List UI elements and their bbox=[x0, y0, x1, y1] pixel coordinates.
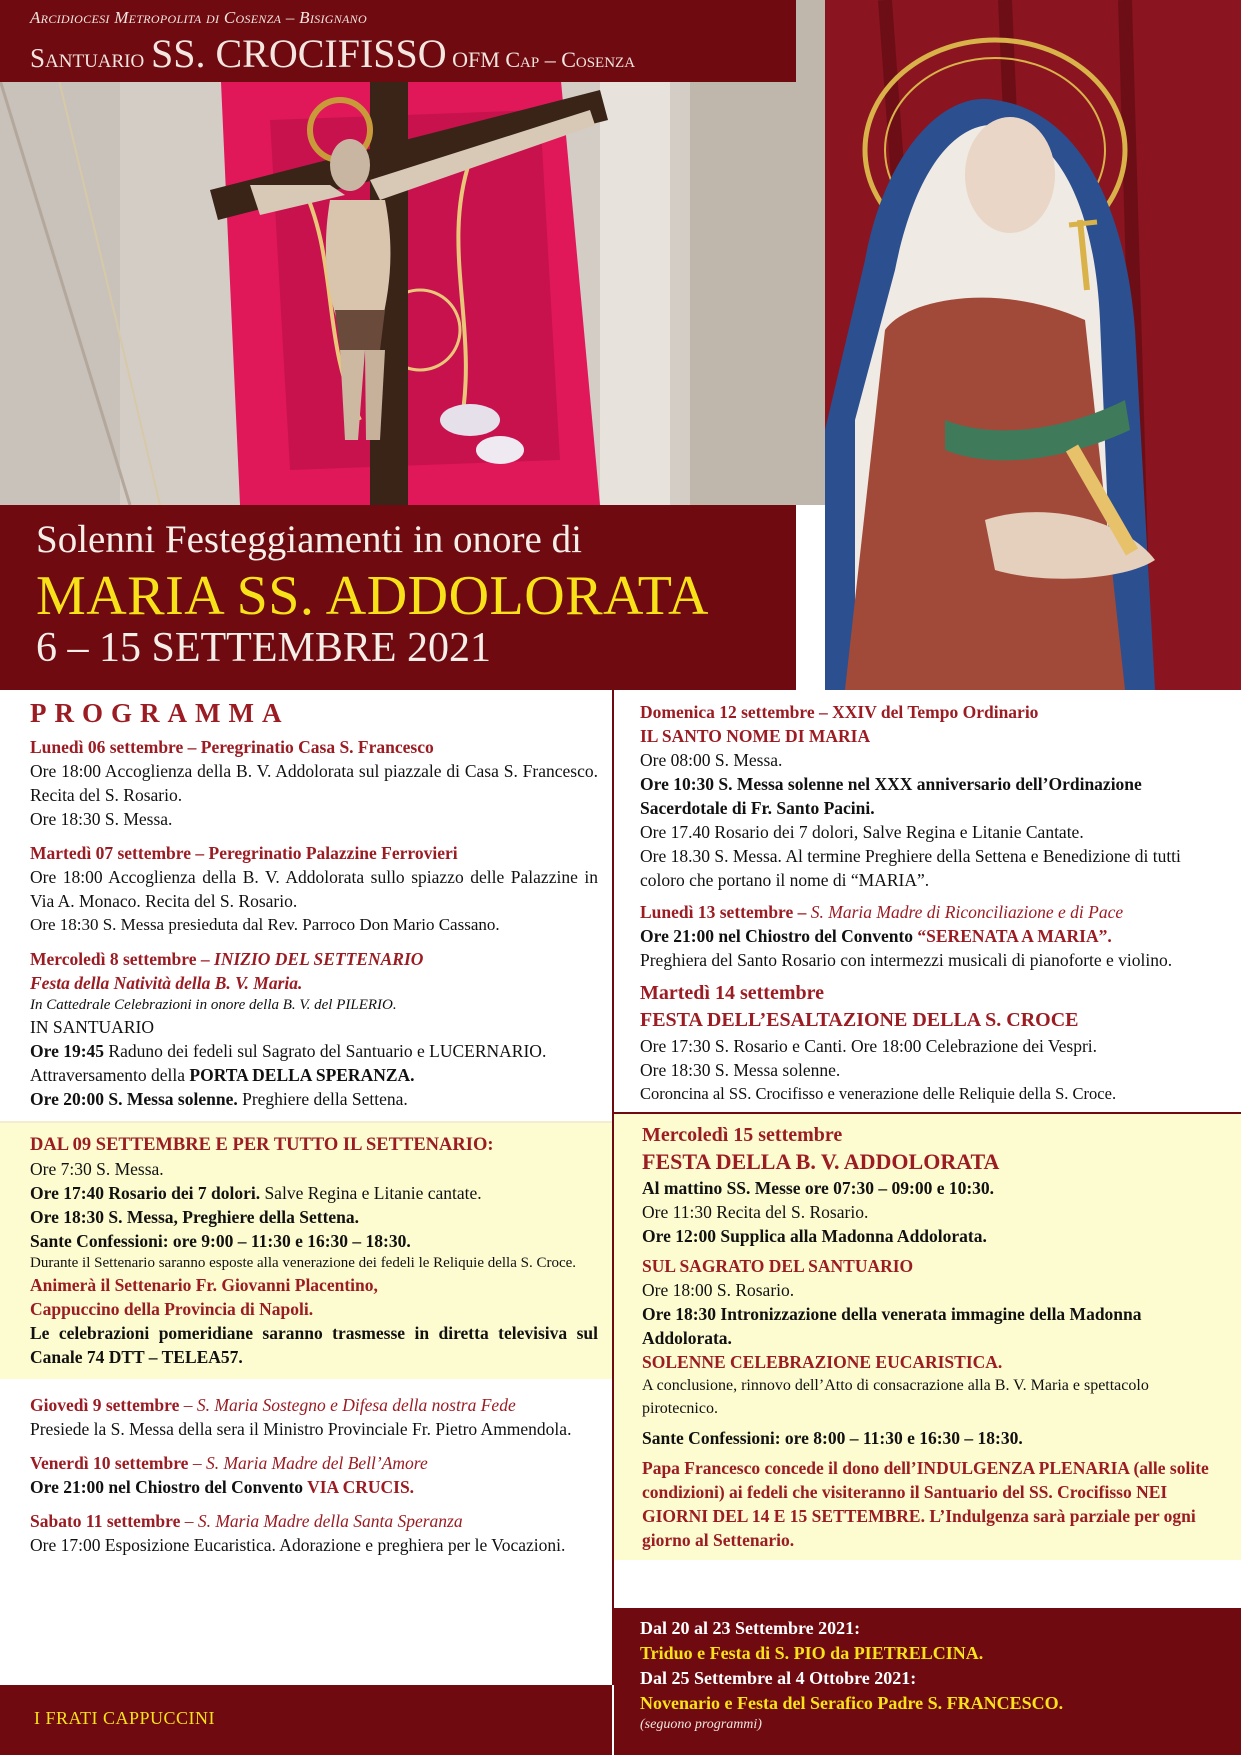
tue7-l1: Ore 18:00 Accoglienza della B. V. Addolorata sullo spiazzo delle Palazzine in Via A. Monaco. Recita del S. Rosario. bbox=[30, 867, 598, 911]
day-mon6 bbox=[0, 735, 612, 831]
tue7-l2: Ore 18:30 S. Messa presieduta dal Rev. Parroco Don Mario Cassano. bbox=[30, 915, 500, 934]
settenario-anim-2: Cappuccino della Provincia di Napoli. bbox=[30, 1299, 314, 1319]
wed15-sagrato: SUL SAGRATO DEL SANTUARIO bbox=[642, 1256, 914, 1276]
mon6-l1: Ore 18:00 Accoglienza della B. V. Addolorata sul piazzale di Casa S. Francesco. Recita del S. Rosario. bbox=[30, 761, 598, 805]
wed8-head-b: INIZIO DEL SETTENARIO bbox=[214, 949, 424, 969]
sun12-l1: Ore 08:00 S. Messa. bbox=[640, 750, 783, 770]
right-top-section bbox=[614, 690, 1241, 1112]
wed15-confessioni: Sante Confessioni: ore 8:00 – 11:30 e 16:30 – 18:30. bbox=[642, 1428, 1023, 1448]
wed8-l1-b: Ore 19:45 bbox=[30, 1041, 105, 1061]
title-dates: 6 – 15 SETTEMBRE 2021 bbox=[36, 625, 492, 671]
wed8-l2: Attraversamento della bbox=[30, 1065, 190, 1085]
thu9-l1: Presiede la S. Messa della sera il Ministro Provinciale Fr. Pietro Ammendola. bbox=[30, 1419, 572, 1439]
settenario-anim-1: Animerà il Settenario Fr. Giovanni Placentino, bbox=[30, 1275, 378, 1295]
tue14-l3: Coroncina al SS. Crocifisso e venerazione delle Reliquie della S. Croce. bbox=[640, 1084, 1117, 1103]
wed8-head-a: Mercoledì 8 settembre – bbox=[30, 949, 215, 969]
wed15-solenne: SOLENNE CELEBRAZIONE EUCARISTICA. bbox=[642, 1352, 1003, 1372]
wed15-l3: Ore 12:00 Supplica alla Madonna Addolorata. bbox=[642, 1226, 987, 1246]
tue14-l1: Ore 17:30 S. Rosario e Canti. Ore 18:00 Celebrazione dei Vespri. bbox=[640, 1036, 1098, 1056]
wed15-l6: A conclusione, rinnovo dell’Atto di consacrazione alla B. V. Maria e spettacolo pirotecnico. bbox=[642, 1377, 1149, 1417]
mon13-l2: Preghiera del Santo Rosario con intermezzi musicali di pianoforte e violino. bbox=[640, 950, 1173, 970]
wed8-l1: Raduno dei fedeli sul Sagrato del Santuario e LUCERNARIO. bbox=[104, 1041, 547, 1061]
wed8-l3: Preghiere della Settena. bbox=[237, 1089, 408, 1109]
settenario-l2: Salve Regina e Litanie cantate. bbox=[260, 1183, 482, 1203]
upcoming-l4: Novenario e Festa del Serafico Padre S. FRANCESCO. bbox=[640, 1693, 1064, 1713]
upcoming-l2: Triduo e Festa di S. PIO da PIETRELCINA. bbox=[640, 1643, 984, 1663]
right-column bbox=[614, 690, 1241, 1560]
thu9-head-i: – S. Maria Sostegno e Difesa della nostra Fede bbox=[179, 1395, 516, 1415]
sun12-l2: Ore 10:30 S. Messa solenne nel XXX anniversario dell’Ordinazione Sacerdotale di Fr. Santo Pacini. bbox=[640, 774, 1142, 818]
settenario-l3: Ore 18:30 S. Messa, Preghiere della Settena. bbox=[30, 1207, 360, 1227]
upcoming-events bbox=[614, 1608, 1241, 1755]
footer-signature: I FRATI CAPPUCCINI bbox=[0, 1685, 612, 1755]
sun12-head2: IL SANTO NOME DI MARIA bbox=[640, 726, 871, 746]
sanctuary-title bbox=[30, 30, 796, 77]
settenario-l4: Sante Confessioni: ore 9:00 – 11:30 e 16:30 – 18:30. bbox=[30, 1231, 411, 1251]
program-title: PROGRAMMA bbox=[30, 698, 290, 728]
sanctuary-suffix: OFM Cap – Cosenza bbox=[446, 47, 636, 72]
settenario-box bbox=[0, 1121, 612, 1379]
wed8-in-santuario: IN SANTUARIO bbox=[30, 1017, 154, 1037]
wed8-note: In Cattedrale Celebrazioni in onore della B. V. del PILERIO. bbox=[30, 997, 397, 1013]
wed15-box bbox=[614, 1112, 1241, 1560]
sanctuary-name: SS. CROCIFISSO bbox=[150, 31, 447, 76]
settenario-head: DAL 09 SETTEMBRE E PER TUTTO IL SETTENARIO: bbox=[30, 1135, 494, 1155]
addolorata-illustration bbox=[825, 0, 1241, 690]
sun12-l3: Ore 17.40 Rosario dei 7 dolori, Salve Regina e Litanie Cantate. bbox=[640, 822, 1084, 842]
day-wed8 bbox=[0, 947, 612, 1111]
diocese-name: Arcidiocesi Metropolita di Cosenza – Bisignano bbox=[30, 8, 367, 27]
day-thu9 bbox=[0, 1393, 612, 1441]
sun12-head1: Domenica 12 settembre – XXIV del Tempo Ordinario bbox=[640, 702, 1039, 722]
upcoming-l5: (seguono programmi) bbox=[640, 1717, 762, 1732]
addolorata-photo bbox=[825, 0, 1241, 690]
mon6-head: Lunedì 06 settembre – Peregrinatio Casa S. Francesco bbox=[30, 737, 434, 757]
wed15-l5: Ore 18:30 Intronizzazione della venerata immagine della Madonna Addolorata. bbox=[642, 1304, 1142, 1348]
wed15-head1: Mercoledì 15 settembre bbox=[642, 1124, 843, 1146]
mon13-head: Lunedì 13 settembre – bbox=[640, 902, 807, 922]
tue7-head: Martedì 07 settembre – Peregrinatio Palazzine Ferrovieri bbox=[30, 843, 458, 863]
tue14-head2: FESTA DELL’ESALTAZIONE DELLA S. CROCE bbox=[640, 1009, 1079, 1031]
mon13-l1-r: “SERENATA A MARIA”. bbox=[917, 926, 1112, 946]
fri10-head: Venerdì 10 settembre bbox=[30, 1453, 189, 1473]
fri10-l1: Ore 21:00 nel Chiostro del Convento bbox=[30, 1477, 308, 1497]
title-band bbox=[0, 505, 796, 690]
day-sat11 bbox=[0, 1509, 612, 1557]
wed15-l2: Ore 11:30 Recita del S. Rosario. bbox=[642, 1202, 869, 1222]
left-column bbox=[0, 690, 612, 1557]
wed8-head-c: Festa della Natività della B. V. Maria. bbox=[30, 973, 303, 993]
mon6-l2: Ore 18:30 S. Messa. bbox=[30, 809, 173, 829]
wed15-l1: Al mattino SS. Messe ore 07:30 – 09:00 e 10:30. bbox=[642, 1178, 995, 1198]
wed8-l2-b: PORTA DELLA SPERANZA. bbox=[189, 1065, 415, 1085]
sat11-head-i: – S. Maria Madre della Santa Speranza bbox=[180, 1511, 463, 1531]
wed15-l4: Ore 18:00 S. Rosario. bbox=[642, 1280, 795, 1300]
thu9-head: Giovedì 9 settembre bbox=[30, 1395, 180, 1415]
day-tue7 bbox=[0, 841, 612, 937]
sanctuary-prefix: Santuario bbox=[30, 43, 151, 73]
sat11-l1: Ore 17:00 Esposizione Eucaristica. Adorazione e preghiera per le Vocazioni. bbox=[30, 1535, 566, 1555]
wed15-head2: FESTA DELLA B. V. ADDOLORATA bbox=[642, 1149, 1000, 1174]
mon13-l1-b: Ore 21:00 nel Chiostro del Convento bbox=[640, 926, 918, 946]
sun12-l4: Ore 18.30 S. Messa. Al termine Preghiere della Settena e Benedizione di tutti coloro che portano il nome di “MARIA”. bbox=[640, 846, 1181, 890]
settenario-l2-b: Ore 17:40 Rosario dei 7 dolori. bbox=[30, 1183, 261, 1203]
upcoming-l3: Dal 25 Settembre al 4 Ottobre 2021: bbox=[640, 1668, 917, 1688]
settenario-tv: Le celebrazioni pomeridiane saranno trasmesse in diretta televisiva sul Canale 74 DTT – TELEA57. bbox=[30, 1323, 598, 1367]
wed8-l3-b: Ore 20:00 S. Messa solenne. bbox=[30, 1089, 238, 1109]
tue14-head1: Martedì 14 settembre bbox=[640, 982, 825, 1004]
wed15-indulgenza: Papa Francesco concede il dono dell’INDULGENZA PLENARIA (alle solite condizioni) ai fedeli che visiteranno il Santuario del SS. Crocifisso NEI GIORNI DEL 14 E 15 SETTEMBRE. L’Indulgenza sarà parziale per ogni giorno al Settenario. bbox=[642, 1458, 1209, 1550]
upcoming-l1: Dal 20 al 23 Settembre 2021: bbox=[640, 1618, 861, 1638]
tue14-l2: Ore 18:30 S. Messa solenne. bbox=[640, 1060, 841, 1080]
settenario-note: Durante il Settenario saranno esposte alla venerazione dei fedeli le Reliquie della S. Croce. bbox=[30, 1255, 577, 1271]
header-band bbox=[0, 0, 796, 82]
day-fri10 bbox=[0, 1451, 612, 1499]
fri10-head-i: – S. Maria Madre del Bell’Amore bbox=[188, 1453, 428, 1473]
fri10-l1-r: VIA CRUCIS. bbox=[307, 1477, 415, 1497]
title-line-1: Solenni Festeggiamenti in onore di bbox=[36, 518, 582, 561]
title-line-2: MARIA SS. ADDOLORATA bbox=[36, 565, 709, 627]
mon13-head-i: S. Maria Madre di Riconciliazione e di Pace bbox=[806, 902, 1124, 922]
settenario-l1: Ore 7:30 S. Messa. bbox=[30, 1159, 164, 1179]
sat11-head: Sabato 11 settembre bbox=[30, 1511, 181, 1531]
